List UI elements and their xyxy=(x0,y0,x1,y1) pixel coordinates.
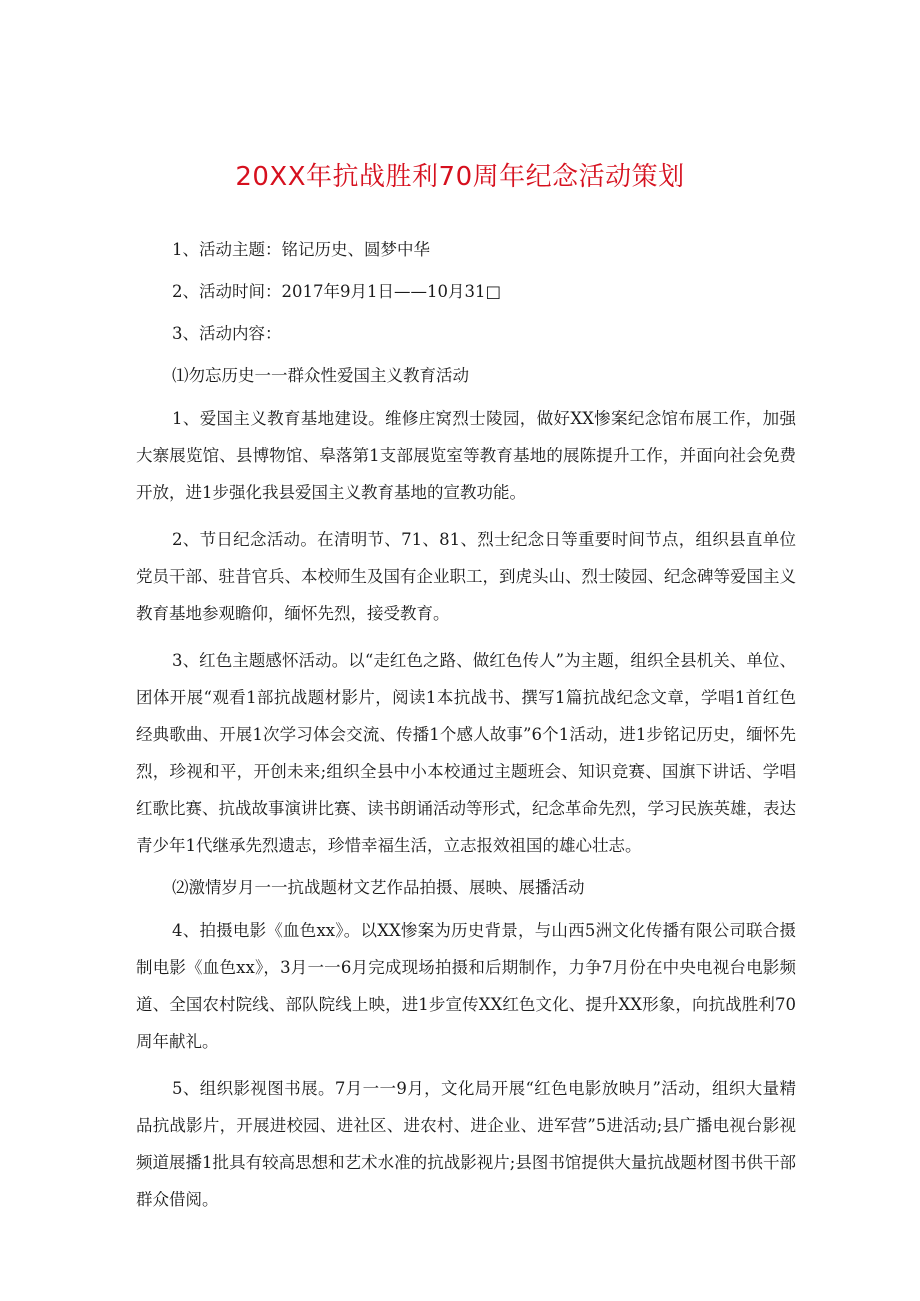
section-heading-2: ⑵激情岁月一一抗战题材文艺作品拍摄、展映、展播活动 xyxy=(172,878,585,897)
paragraph-4: 4、拍摄电影《血色xx》。以XX惨案为历史背景，与山西5洲文化传播有限公司联合摄制电影《血色xx》，3月一一6月完成现场拍摄和后期制作，力争7月份在中央电视台电影频道、全国农村院线、部队院线上映，进1步宣传XX红色文化、提升XX形象，向抗战胜利70周年献礼。 xyxy=(136,921,796,1051)
activity-content-heading: 3、活动内容： xyxy=(172,324,282,343)
document-body xyxy=(136,232,796,1218)
activity-time: 2、活动时间：2017年9月1日——10月31□ xyxy=(172,282,502,301)
paragraph-3: 3、红色主题感怀活动。以“走红色之路、做红色传人”为主题，组织全县机关、单位、团体开展“观看1部抗战题材影片，阅读1本抗战书、撰写1篇抗战纪念文章，学唱1首红色经典歌曲、开展1次学习体会交流、传播1个感人故事”6个1活动，进1步铭记历史，缅怀先烈，珍视和平，开创未来;组织全县中小本校通过主题班会、知识竞赛、国旗下讲话、学唱红歌比赛、抗战故事演讲比赛、读书朗诵活动等形式，纪念革命先烈，学习民族英雄，表达青少年1代继承先烈遗志，珍惜幸福生活，立志报效祖国的雄心壮志。 xyxy=(136,651,796,855)
activity-theme: 1、活动主题：铭记历史、圆梦中华 xyxy=(172,240,430,259)
section-heading-1: ⑴勿忘历史一一群众性爱国主义教育活动 xyxy=(172,366,469,385)
paragraph-1: 1、爱国主义教育基地建设。维修庄窝烈士陵园，做好XX惨案纪念馆布展工作，加强大寨展览馆、县博物馆、皋落第1支部展览室等教育基地的展陈提升工作，并面向社会免费开放，进1步强化我县爱国主义教育基地的宣教功能。 xyxy=(136,409,796,502)
paragraph-5: 5、组织影视图书展。7月一一9月，文化局开展“红色电影放映月”活动，组织大量精品抗战影片，开展进校园、进社区、进农村、进企业、进军营”5进活动;县广播电视台影视频道展播1批具有较高思想和艺术水准的抗战影视片;县图书馆提供大量抗战题材图书供干部群众借阅。 xyxy=(136,1079,796,1209)
document-title: 20XX年抗战胜利70周年纪念活动策划 xyxy=(235,162,685,192)
paragraph-2: 2、节日纪念活动。在清明节、71、81、烈士纪念日等重要时间节点，组织县直单位党员干部、驻昔官兵、本校师生及国有企业职工，到虎头山、烈士陵园、纪念碑等爱国主义教育基地参观瞻仰，缅怀先烈，接受教育。 xyxy=(136,530,796,623)
